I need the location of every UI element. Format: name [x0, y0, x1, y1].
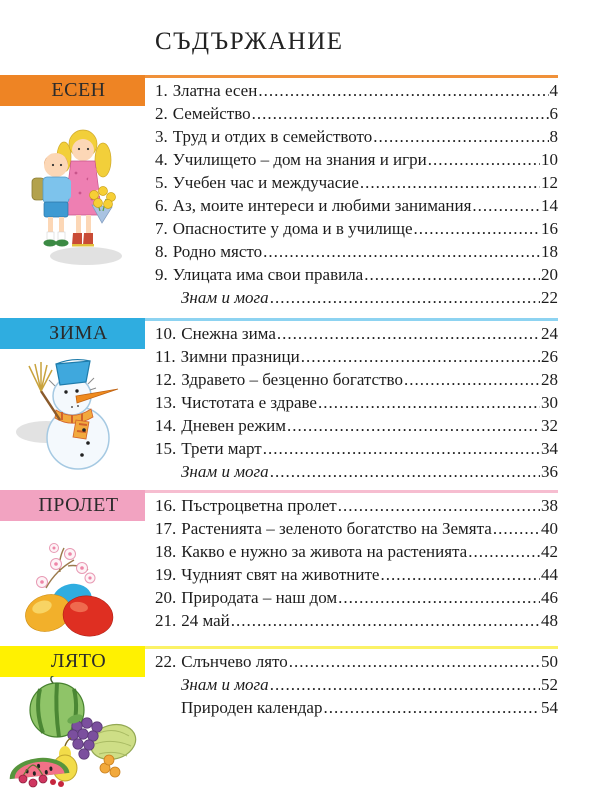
toc-entry [155, 696, 558, 719]
entry-page: 52 [541, 675, 558, 694]
dot-leader [360, 171, 540, 194]
section-label-winter: ЗИМА [0, 318, 145, 349]
entry-page: 34 [541, 439, 558, 458]
entry-title: 24 май [181, 611, 230, 630]
entry-title: Знам и мога [181, 288, 269, 307]
entry-number: 12. [155, 370, 177, 389]
shadow [50, 247, 122, 265]
section-spring [0, 490, 600, 632]
entry-page: 24 [541, 324, 558, 343]
entry-number: 20. [155, 588, 177, 607]
toc-entry [155, 194, 558, 217]
entry-number: 15. [155, 439, 177, 458]
toc-entry [155, 460, 558, 483]
toc-entry [155, 586, 558, 609]
dot-leader [270, 673, 540, 696]
entry-page: 10 [541, 150, 558, 169]
entry-page: 46 [541, 588, 558, 607]
section-rule-summer [145, 646, 558, 649]
entry-number: 7. [155, 219, 168, 238]
dot-leader [270, 286, 540, 309]
dot-leader [414, 217, 540, 240]
entry-title: Аз, моите интереси и любими занимания [172, 196, 472, 215]
entry-page: 30 [541, 393, 558, 412]
entry-title: Чудният свят на животните [181, 565, 380, 584]
bucket-hat [56, 361, 90, 385]
toc-entry [155, 148, 558, 171]
toc-entry [155, 263, 558, 286]
entry-number: 3. [155, 127, 168, 146]
entry-page: 4 [549, 81, 558, 100]
entry-title: Растенията – зеленото богатство на Земята [181, 519, 492, 538]
entry-page: 16 [541, 219, 558, 238]
entry-number: 1. [155, 81, 168, 100]
section-summer [0, 646, 600, 719]
dot-leader [472, 194, 540, 217]
dot-leader [380, 563, 540, 586]
snowman-illustration [16, 358, 131, 473]
entry-page: 48 [541, 611, 558, 630]
painted-eggs [21, 580, 116, 639]
entry-title: Знам и мога [181, 462, 269, 481]
dot-leader [323, 696, 540, 719]
dot-leader [231, 609, 540, 632]
section-rule-spring [145, 490, 558, 493]
toc-entry [155, 345, 558, 368]
toc-entry [155, 414, 558, 437]
dot-leader [263, 437, 540, 460]
entry-number: 6. [155, 196, 168, 215]
toc-entry [155, 540, 558, 563]
dot-leader [287, 414, 540, 437]
section-rule-winter [145, 318, 558, 321]
entry-title: Природата – наш дом [181, 588, 338, 607]
toc-entry [155, 79, 558, 102]
entry-title: Улицата има свои правила [172, 265, 364, 284]
entry-title: Снежна зима [181, 324, 276, 343]
entry-number: 8. [155, 242, 168, 261]
entry-page: 38 [541, 496, 558, 515]
section-label-summer: ЛЯТО [0, 646, 145, 677]
section-autumn [0, 75, 600, 309]
entry-title: Семейство [172, 104, 251, 123]
toc-entry [155, 322, 558, 345]
entry-title: Слънчево лято [181, 652, 288, 671]
entry-number: 19. [155, 565, 177, 584]
entry-title: Дневен режим [181, 416, 286, 435]
dot-leader [301, 345, 540, 368]
entry-number: 5. [155, 173, 168, 192]
entry-title: Родно място [172, 242, 263, 261]
entry-page: 42 [541, 542, 558, 561]
toc-entry [155, 102, 558, 125]
section-label-autumn: ЕСЕН [0, 75, 145, 106]
summer-fruits-illustration [5, 676, 145, 788]
entry-number: 9. [155, 265, 168, 284]
dot-leader [338, 586, 540, 609]
section-winter [0, 318, 600, 483]
entry-title: Златна есен [172, 81, 258, 100]
dot-leader [404, 368, 540, 391]
entry-number: 4. [155, 150, 168, 169]
entry-number: 10. [155, 324, 177, 343]
dot-leader [277, 322, 540, 345]
toc-entry [155, 650, 558, 673]
entry-page: 14 [541, 196, 558, 215]
entry-page: 32 [541, 416, 558, 435]
entry-title: Здравето – безценно богатство [181, 370, 403, 389]
dot-leader [428, 148, 540, 171]
dot-leader [252, 102, 549, 125]
entry-page: 54 [541, 698, 558, 717]
painted-eggs-illustration [12, 530, 127, 642]
entry-page: 26 [541, 347, 558, 366]
entry-number: 14. [155, 416, 177, 435]
dot-leader [364, 263, 540, 286]
entry-page: 44 [541, 565, 558, 584]
entry-title: Училището – дом на знания и игри [172, 150, 427, 169]
entry-title: Трети март [181, 439, 262, 458]
toc-entry [155, 391, 558, 414]
entry-number: 16. [155, 496, 177, 515]
boy-figure [32, 153, 71, 247]
entry-title: Пъстроцветна пролет [181, 496, 337, 515]
entry-number: 2. [155, 104, 168, 123]
entry-page: 8 [549, 127, 558, 146]
entry-number: 18. [155, 542, 177, 561]
dot-leader [373, 125, 548, 148]
entry-number: 17. [155, 519, 177, 538]
dot-leader [263, 240, 540, 263]
section-rule-autumn [145, 75, 558, 78]
entry-page: 50 [541, 652, 558, 671]
entry-page: 36 [541, 462, 558, 481]
toc-entry [155, 437, 558, 460]
entry-title: Зимни празници [180, 347, 300, 366]
toc-entry [155, 609, 558, 632]
toc-entry [155, 125, 558, 148]
entry-page: 40 [541, 519, 558, 538]
dot-leader [493, 517, 540, 540]
entry-number: 11. [155, 347, 176, 366]
entry-number: 13. [155, 393, 177, 412]
entry-number: 21. [155, 611, 177, 630]
toc-entry [155, 217, 558, 240]
dot-leader [270, 460, 540, 483]
entry-title: Знам и мога [181, 675, 269, 694]
dot-leader [289, 650, 540, 673]
toc-entry [155, 368, 558, 391]
entry-page: 18 [541, 242, 558, 261]
toc-entry [155, 563, 558, 586]
toc-entry [155, 673, 558, 696]
entry-number: 22. [155, 652, 177, 671]
entry-title: Какво е нужно за живота на растенията [181, 542, 468, 561]
entry-page: 6 [549, 104, 558, 123]
toc-entry [155, 286, 558, 309]
entry-title: Опасностите у дома и в училище [172, 219, 413, 238]
dot-leader [338, 494, 540, 517]
dot-leader [258, 79, 548, 102]
dot-leader [318, 391, 540, 414]
toc-entry [155, 494, 558, 517]
entry-title: Труд и отдих в семейството [172, 127, 373, 146]
entry-page: 22 [541, 288, 558, 307]
snowman-figure [29, 360, 118, 469]
entry-title: Природен календар [181, 698, 323, 717]
section-label-spring: ПРОЛЕТ [0, 490, 145, 521]
dot-leader [468, 540, 540, 563]
entry-title: Чистотата е здраве [181, 393, 317, 412]
blossom-branch [37, 544, 96, 589]
toc-entry [155, 517, 558, 540]
children-with-flowers-illustration [18, 123, 126, 273]
toc-entry [155, 171, 558, 194]
entry-page: 12 [541, 173, 558, 192]
entry-page: 20 [541, 265, 558, 284]
entry-title: Учебен час и междучасие [172, 173, 359, 192]
entry-page: 28 [541, 370, 558, 389]
toc-entry [155, 240, 558, 263]
page-title: СЪДЪРЖАНИЕ [155, 28, 344, 55]
